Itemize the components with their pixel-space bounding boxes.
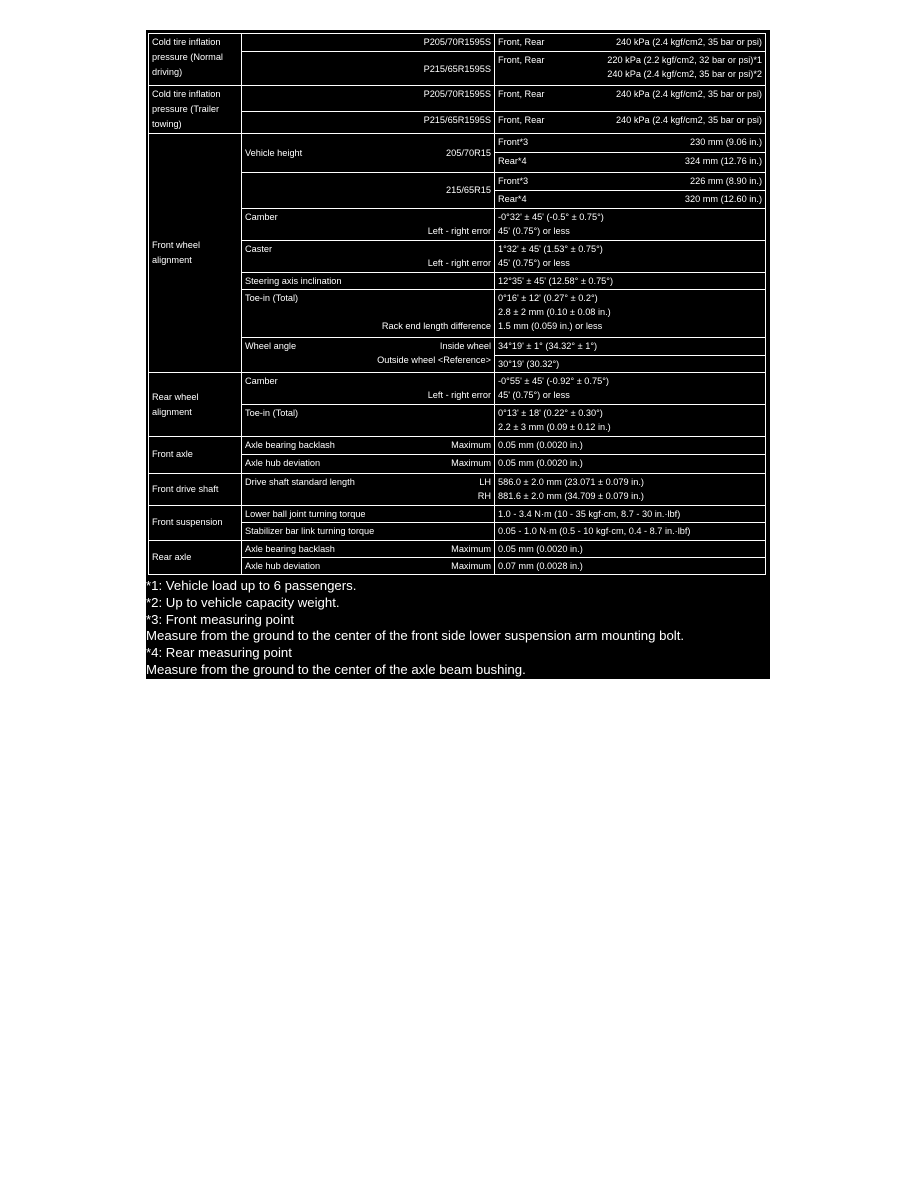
backlash-label: Axle bearing backlash — [245, 440, 335, 451]
table-row — [149, 473, 766, 505]
caster-label: Caster — [245, 243, 273, 254]
value: 240 kPa (2.4 kgf/cm2, 35 bar or psi) — [615, 37, 762, 47]
table-row — [149, 437, 766, 455]
footnote-2: *2: Up to vehicle capacity weight. — [146, 594, 340, 610]
table-row — [149, 86, 766, 112]
value: 230 mm (9.06 in.) — [690, 137, 762, 148]
position-label: Front, Rear — [498, 55, 545, 66]
error-label: Left - right error — [427, 390, 491, 401]
footnote-4-detail: Measure from the ground to the center of the axle beam bushing. — [146, 661, 526, 677]
position-label: Front, Rear — [498, 89, 545, 100]
front-label: Front*3 — [498, 137, 529, 148]
outside-wheel-label: Outside wheel <Reference> — [377, 355, 491, 366]
footnotes — [146, 578, 770, 679]
value: 45' (0.75°) or less — [498, 225, 570, 236]
spec-sheet-scan — [146, 30, 770, 679]
value: 45' (0.75°) or less — [498, 257, 570, 268]
value: 2.8 ± 2 mm (0.10 ± 0.08 in.) — [498, 306, 611, 317]
table-row — [149, 52, 766, 86]
error-label: Left - right error — [427, 257, 491, 268]
value: 12°35' ± 45' (12.58° ± 0.75°) — [495, 272, 766, 289]
tire-size: 215/65R15 — [242, 172, 495, 208]
table-row — [149, 540, 766, 557]
value: 1°32' ± 45' (1.53° ± 0.75°) — [498, 243, 603, 254]
stabilizer-link-label: Stabilizer bar link turning torque — [242, 522, 495, 540]
maximum-label: Maximum — [451, 458, 491, 469]
shaft-length-label: Drive shaft standard length — [245, 476, 355, 487]
table-row — [149, 112, 766, 134]
tire-size: P205/70R1595S — [242, 86, 495, 112]
table-row — [149, 134, 766, 172]
rear-label: Rear*4 — [498, 193, 527, 204]
value: 226 mm (8.90 in.) — [690, 175, 762, 186]
front-label: Front*3 — [498, 175, 529, 186]
value: 2.2 ± 3 mm (0.09 ± 0.12 in.) — [498, 422, 611, 433]
tire-size: P205/70R1595S — [242, 34, 495, 52]
value: 0.05 mm (0.0020 in.) — [495, 455, 766, 473]
category-cold-tire-normal: Cold tire inflation pressure (Normal driving) — [149, 34, 242, 86]
value: 320 mm (12.60 in.) — [684, 193, 762, 204]
toe-in-label: Toe-in (Total) — [242, 405, 495, 437]
table-row — [149, 455, 766, 473]
value: 0.05 mm (0.0020 in.) — [495, 540, 766, 557]
category-rear-wheel-alignment: Rear wheel alignment — [149, 373, 242, 437]
rh-label: RH — [477, 490, 491, 501]
inside-wheel-label: Inside wheel — [439, 341, 491, 352]
footnote-3-detail: Measure from the ground to the center of the front side lower suspension arm mounting bolt. — [146, 628, 685, 644]
position-label: Front, Rear — [498, 115, 545, 126]
maximum-label: Maximum — [451, 560, 491, 571]
hub-deviation-label: Axle hub deviation — [245, 560, 321, 571]
rear-label: Rear*4 — [498, 156, 527, 167]
table-row — [149, 338, 766, 373]
camber-label: Camber — [245, 211, 278, 222]
table-row — [149, 289, 766, 337]
table-row — [149, 557, 766, 574]
tire-size: P215/65R1595S — [242, 52, 495, 86]
category-front-suspension: Front suspension — [149, 505, 242, 540]
error-label: Left - right error — [427, 225, 491, 236]
table-row — [149, 522, 766, 540]
value: 34°19' ± 1° (34.32° ± 1°) — [495, 338, 765, 356]
value: 30°19' (30.32°) — [498, 359, 560, 370]
ball-joint-label: Lower ball joint turning torque — [242, 505, 495, 522]
hub-deviation-label: Axle hub deviation — [245, 458, 321, 469]
specification-table — [148, 33, 766, 575]
maximum-label: Maximum — [451, 440, 491, 451]
category-cold-tire-towing: Cold tire inflation pressure (Trailer towing) — [149, 86, 242, 134]
category-front-drive-shaft: Front drive shaft — [149, 473, 242, 505]
vehicle-height-label: Vehicle height — [245, 147, 303, 158]
value: 0.05 mm (0.0020 in.) — [495, 437, 766, 455]
toe-in-label: Toe-in (Total) — [245, 292, 299, 303]
table-row — [149, 505, 766, 522]
footnote-4: *4: Rear measuring point — [146, 645, 292, 661]
table-row — [149, 272, 766, 289]
position-label: Front, Rear — [498, 37, 545, 47]
value: 586.0 ± 2.0 mm (23.071 ± 0.079 in.) — [498, 476, 644, 487]
footnote-3: *3: Front measuring point — [146, 611, 295, 627]
value: 1.5 mm (0.059 in.) or less — [498, 320, 603, 331]
footnote-1: *1: Vehicle load up to 6 passengers. — [146, 578, 357, 593]
value: 240 kPa (2.4 kgf/cm2, 35 bar or psi) — [615, 115, 762, 126]
category-front-axle: Front axle — [149, 437, 242, 473]
value: 0.07 mm (0.0028 in.) — [495, 557, 766, 574]
value: 240 kPa (2.4 kgf/cm2, 35 bar or psi)*2 — [607, 69, 762, 80]
lh-label: LH — [479, 476, 491, 487]
value: 0°16' ± 12' (0.27° ± 0.2°) — [498, 292, 598, 303]
wheel-angle-label: Wheel angle — [245, 341, 297, 352]
tire-size: 205/70R15 — [446, 147, 491, 158]
backlash-label: Axle bearing backlash — [245, 543, 335, 554]
table-row — [149, 172, 766, 208]
value: 1.0 - 3.4 N·m (10 - 35 kgf·cm, 8.7 - 30 in.·lbf) — [495, 505, 766, 522]
table-row — [149, 34, 766, 52]
steering-axis-label: Steering axis inclination — [242, 272, 495, 289]
camber-label: Camber — [245, 376, 278, 387]
value: 240 kPa (2.4 kgf/cm2, 35 bar or psi) — [615, 89, 762, 100]
value: -0°55' ± 45' (-0.92° ± 0.75°) — [498, 376, 609, 387]
category-front-wheel-alignment: Front wheel alignment — [149, 134, 242, 373]
value: 220 kPa (2.2 kgf/cm2, 32 bar or psi)*1 — [607, 55, 762, 66]
value: -0°32' ± 45' (-0.5° ± 0.75°) — [498, 211, 604, 222]
value: 45' (0.75°) or less — [498, 390, 570, 401]
table-row — [149, 373, 766, 405]
tire-size: P215/65R1595S — [242, 112, 495, 134]
table-row — [149, 240, 766, 272]
value: 324 mm (12.76 in.) — [684, 156, 762, 167]
value: 881.6 ± 2.0 mm (34.709 ± 0.079 in.) — [498, 490, 644, 501]
maximum-label: Maximum — [451, 543, 491, 554]
category-rear-axle: Rear axle — [149, 540, 242, 574]
table-row — [149, 208, 766, 240]
value: 0.05 - 1.0 N·m (0.5 - 10 kgf·cm, 0.4 - 8.7 in.·lbf) — [495, 522, 766, 540]
value: 0°13' ± 18' (0.22° ± 0.30°) — [498, 408, 603, 419]
rack-label: Rack end length difference — [381, 320, 491, 331]
table-row — [149, 405, 766, 437]
